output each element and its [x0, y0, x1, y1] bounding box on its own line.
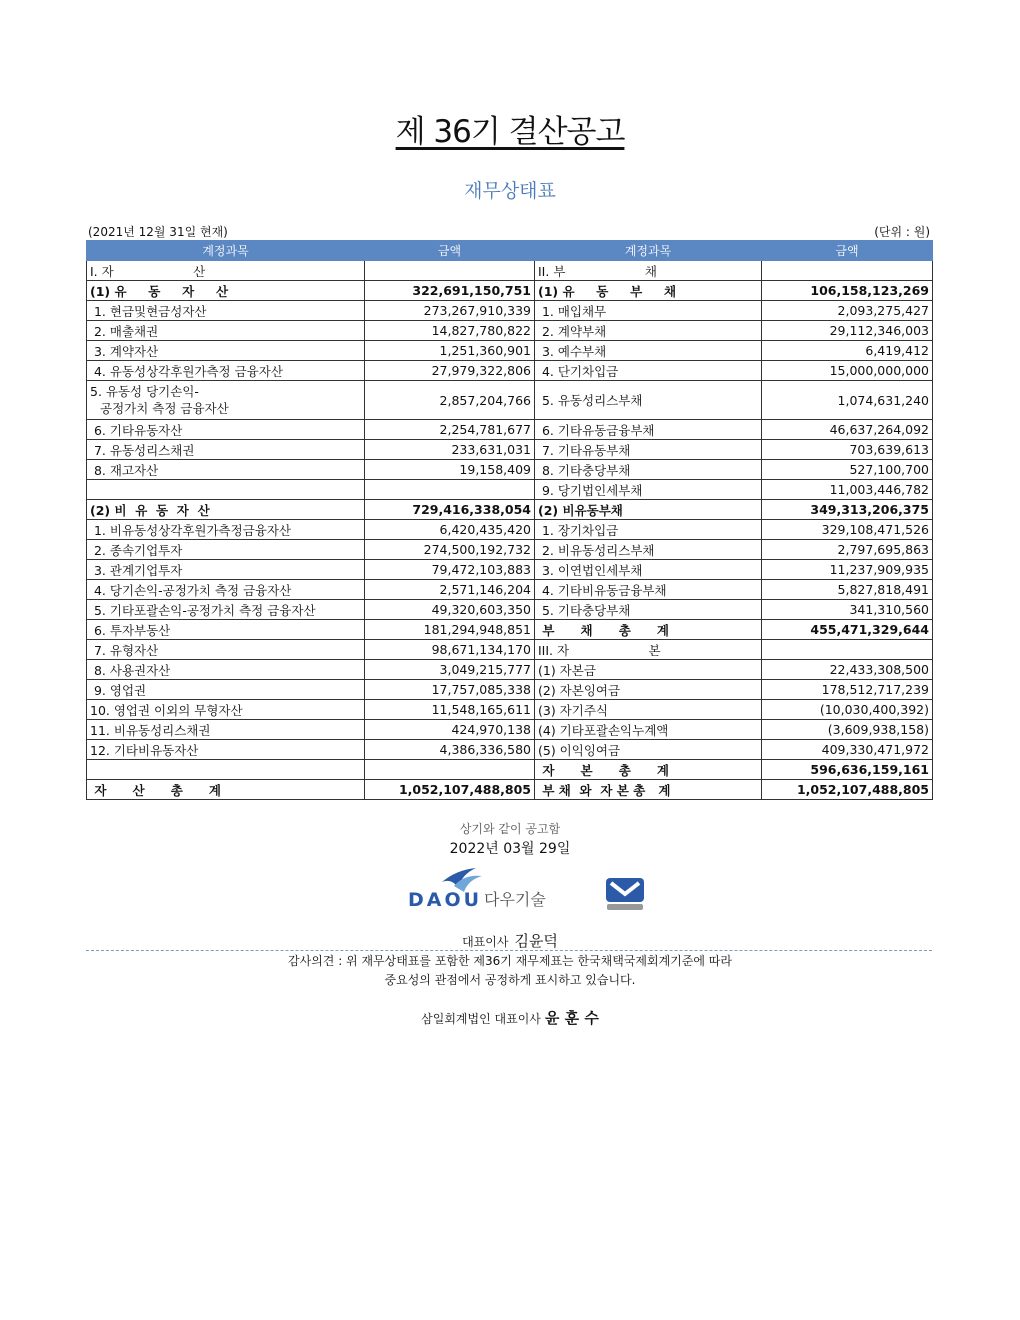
asset-account: 8. 사용권자산	[87, 660, 365, 680]
liability-equity-amount: 2,797,695,863	[762, 540, 933, 560]
report-date: (2021년 12월 31일 현재)	[88, 225, 228, 239]
asset-account: 2. 종속기업투자	[87, 540, 365, 560]
liability-equity-account: 1. 매입채무	[535, 301, 762, 321]
liability-equity-amount: 703,639,613	[762, 440, 933, 460]
table-row	[87, 420, 933, 440]
table-row	[87, 700, 933, 720]
asset-amount: 98,671,134,170	[365, 640, 535, 660]
ceo-signature	[0, 930, 1020, 951]
asset-account-line1: 5. 유동성 당기손익-	[90, 384, 199, 399]
liability-equity-amount: 178,512,717,239	[762, 680, 933, 700]
asset-account: 4. 유동성상각후원가측정 금융자산	[87, 361, 365, 381]
asset-amount: 19,158,409	[365, 460, 535, 480]
asset-account: 8. 재고자산	[87, 460, 365, 480]
liability-equity-account: 5. 유동성리스부채	[535, 381, 762, 420]
header-account-left: 계정과목	[87, 241, 365, 261]
liability-equity-amount: 29,112,346,003	[762, 321, 933, 341]
asset-account	[87, 480, 365, 500]
asset-account: 1. 비유동성상각후원가측정금융자산	[87, 520, 365, 540]
asset-amount: 2,857,204,766	[365, 381, 535, 420]
header-account-right: 계정과목	[535, 241, 762, 261]
asset-account: 2. 매출채권	[87, 321, 365, 341]
asset-amount: 6,420,435,420	[365, 520, 535, 540]
asset-account: (1) 유 동 자 산	[87, 281, 365, 301]
balance-sheet-table	[86, 240, 933, 800]
liability-equity-account: 2. 비유동성리스부채	[535, 540, 762, 560]
announcement-date: 2022년 03월 29일	[449, 841, 571, 857]
liability-equity-account: (1) 자본금	[535, 660, 762, 680]
table-row	[87, 500, 933, 520]
asset-amount: 273,267,910,339	[365, 301, 535, 321]
asset-account: I. 자 산	[87, 261, 365, 281]
daou-logo	[406, 866, 556, 912]
asset-account: 1. 현금및현금성자산	[87, 301, 365, 321]
table-row	[87, 281, 933, 301]
liability-equity-account: 7. 기타유동부채	[535, 440, 762, 460]
liability-equity-account: 6. 기타유동금융부채	[535, 420, 762, 440]
liability-equity-account: III. 자 본	[535, 640, 762, 660]
asset-amount: 3,049,215,777	[365, 660, 535, 680]
table-row	[87, 440, 933, 460]
asset-amount: 233,631,031	[365, 440, 535, 460]
announcement-note: 상기와 같이 공고함	[459, 822, 561, 836]
daou-logo-korean: 다우기술	[484, 890, 546, 909]
table-row	[87, 760, 933, 780]
liability-equity-account: 5. 기타충당부채	[535, 600, 762, 620]
asset-amount	[365, 760, 535, 780]
liability-equity-account: 3. 이연법인세부채	[535, 560, 762, 580]
liability-equity-account: 8. 기타충당부채	[535, 460, 762, 480]
asset-account: 자 산 총 계	[87, 780, 365, 800]
asset-amount: 181,294,948,851	[365, 620, 535, 640]
table-row	[87, 740, 933, 760]
liability-equity-account: (3) 자기주식	[535, 700, 762, 720]
table-row	[87, 341, 933, 361]
asset-amount: 1,251,360,901	[365, 341, 535, 361]
header-amount-left: 금액	[365, 241, 535, 261]
table-body	[87, 261, 933, 800]
company-emblem-icon	[603, 876, 647, 912]
table-row	[87, 301, 933, 321]
table-row	[87, 381, 933, 420]
table-row	[87, 560, 933, 580]
liability-equity-amount	[762, 261, 933, 281]
liability-equity-account: 2. 계약부채	[535, 321, 762, 341]
liability-equity-account: 9. 당기법인세부채	[535, 480, 762, 500]
liability-equity-amount: 596,636,159,161	[762, 760, 933, 780]
asset-amount: 1,052,107,488,805	[365, 780, 535, 800]
liability-equity-amount: 349,313,206,375	[762, 500, 933, 520]
asset-amount: 2,254,781,677	[365, 420, 535, 440]
asset-account: (2) 비 유 동 자 산	[87, 500, 365, 520]
divider	[86, 950, 932, 951]
asset-account-line2: 공정가치 측정 금융자산	[100, 401, 229, 416]
page-title: 제 36기 결산공고	[395, 114, 625, 150]
liability-equity-account: 3. 예수부채	[535, 341, 762, 361]
asset-account: 12. 기타비유동자산	[87, 740, 365, 760]
table-row	[87, 460, 933, 480]
liability-equity-amount: 6,419,412	[762, 341, 933, 361]
liability-equity-amount: 1,052,107,488,805	[762, 780, 933, 800]
auditor-name: 윤 훈 수	[544, 1009, 599, 1027]
table-row	[87, 540, 933, 560]
liability-equity-account: 자 본 총 계	[535, 760, 762, 780]
liability-equity-amount: 11,237,909,935	[762, 560, 933, 580]
asset-amount: 17,757,085,338	[365, 680, 535, 700]
liability-equity-amount: 527,100,700	[762, 460, 933, 480]
asset-account: 6. 기타유동자산	[87, 420, 365, 440]
table-row	[87, 261, 933, 281]
liability-equity-amount: 1,074,631,240	[762, 381, 933, 420]
table-row	[87, 361, 933, 381]
table-header-row	[87, 241, 933, 261]
liability-equity-amount: 46,637,264,092	[762, 420, 933, 440]
asset-amount: 322,691,150,751	[365, 281, 535, 301]
asset-amount	[365, 261, 535, 281]
asset-account: 11. 비유동성리스채권	[87, 720, 365, 740]
asset-account: 5. 기타포괄손익-공정가치 측정 금융자산	[87, 600, 365, 620]
liability-equity-amount: 329,108,471,526	[762, 520, 933, 540]
liability-equity-account: 1. 장기차입금	[535, 520, 762, 540]
asset-account: 10. 영업권 이외의 무형자산	[87, 700, 365, 720]
asset-amount: 49,320,603,350	[365, 600, 535, 620]
liability-equity-amount: 5,827,818,491	[762, 580, 933, 600]
asset-amount: 2,571,146,204	[365, 580, 535, 600]
asset-account: 4. 당기손익-공정가치 측정 금융자산	[87, 580, 365, 600]
liability-equity-amount: (3,609,938,158)	[762, 720, 933, 740]
asset-account: 9. 영업권	[87, 680, 365, 700]
asset-amount: 27,979,322,806	[365, 361, 535, 381]
liability-equity-account: II. 부 채	[535, 261, 762, 281]
unit-note: (단위 : 원)	[874, 225, 930, 239]
asset-amount: 274,500,192,732	[365, 540, 535, 560]
asset-amount: 4,386,336,580	[365, 740, 535, 760]
ceo-label: 대표이사	[462, 935, 509, 949]
table-row	[87, 720, 933, 740]
liability-equity-account: 4. 단기차입금	[535, 361, 762, 381]
table-row	[87, 520, 933, 540]
asset-amount: 11,548,165,611	[365, 700, 535, 720]
ceo-name: 김윤덕	[514, 932, 558, 950]
table-row	[87, 680, 933, 700]
statement-subtitle: 재무상태표	[464, 180, 556, 202]
liability-equity-amount: 15,000,000,000	[762, 361, 933, 381]
liability-equity-amount: 106,158,123,269	[762, 281, 933, 301]
liability-equity-amount: 2,093,275,427	[762, 301, 933, 321]
asset-amount: 424,970,138	[365, 720, 535, 740]
table-row	[87, 620, 933, 640]
asset-amount: 729,416,338,054	[365, 500, 535, 520]
table-row	[87, 640, 933, 660]
liability-equity-account: (2) 비유동부채	[535, 500, 762, 520]
asset-amount	[365, 480, 535, 500]
asset-account: 3. 계약자산	[87, 341, 365, 361]
liability-equity-account: 부 채 와 자 본 총 계	[535, 780, 762, 800]
liability-equity-amount: 455,471,329,644	[762, 620, 933, 640]
liability-equity-account: (5) 이익잉여금	[535, 740, 762, 760]
liability-equity-amount: (10,030,400,392)	[762, 700, 933, 720]
liability-equity-account: (2) 자본잉여금	[535, 680, 762, 700]
asset-amount: 79,472,103,883	[365, 560, 535, 580]
liability-equity-account: (1) 유 동 부 채	[535, 281, 762, 301]
asset-account: 7. 유형자산	[87, 640, 365, 660]
table-row	[87, 780, 933, 800]
daou-logo-text: DAOU	[408, 889, 483, 911]
auditor-label: 삼일회계법인 대표이사	[421, 1012, 541, 1026]
asset-account	[87, 760, 365, 780]
table-row	[87, 580, 933, 600]
audit-opinion-line2: 중요성의 관점에서 공정하게 표시하고 있습니다.	[384, 973, 636, 987]
liability-equity-amount: 22,433,308,500	[762, 660, 933, 680]
audit-opinion-line1: 감사의견 : 위 재무상태표를 포함한 제36기 재무제표는 한국채택국제회계기준에 따라	[288, 954, 732, 968]
asset-account: 6. 투자부동산	[87, 620, 365, 640]
liability-equity-amount: 11,003,446,782	[762, 480, 933, 500]
table-row	[87, 480, 933, 500]
liability-equity-amount: 341,310,560	[762, 600, 933, 620]
table-row	[87, 321, 933, 341]
asset-account: 3. 관계기업투자	[87, 560, 365, 580]
table-row	[87, 660, 933, 680]
auditor-signature	[0, 1007, 1020, 1028]
table-row	[87, 600, 933, 620]
asset-account: 7. 유동성리스채권	[87, 440, 365, 460]
liability-equity-amount	[762, 640, 933, 660]
liability-equity-account: (4) 기타포괄손익누계액	[535, 720, 762, 740]
liability-equity-account: 4. 기타비유동금융부채	[535, 580, 762, 600]
header-amount-right: 금액	[762, 241, 933, 261]
asset-amount: 14,827,780,822	[365, 321, 535, 341]
liability-equity-account: 부 채 총 계	[535, 620, 762, 640]
asset-account	[87, 381, 365, 420]
liability-equity-amount: 409,330,471,972	[762, 740, 933, 760]
